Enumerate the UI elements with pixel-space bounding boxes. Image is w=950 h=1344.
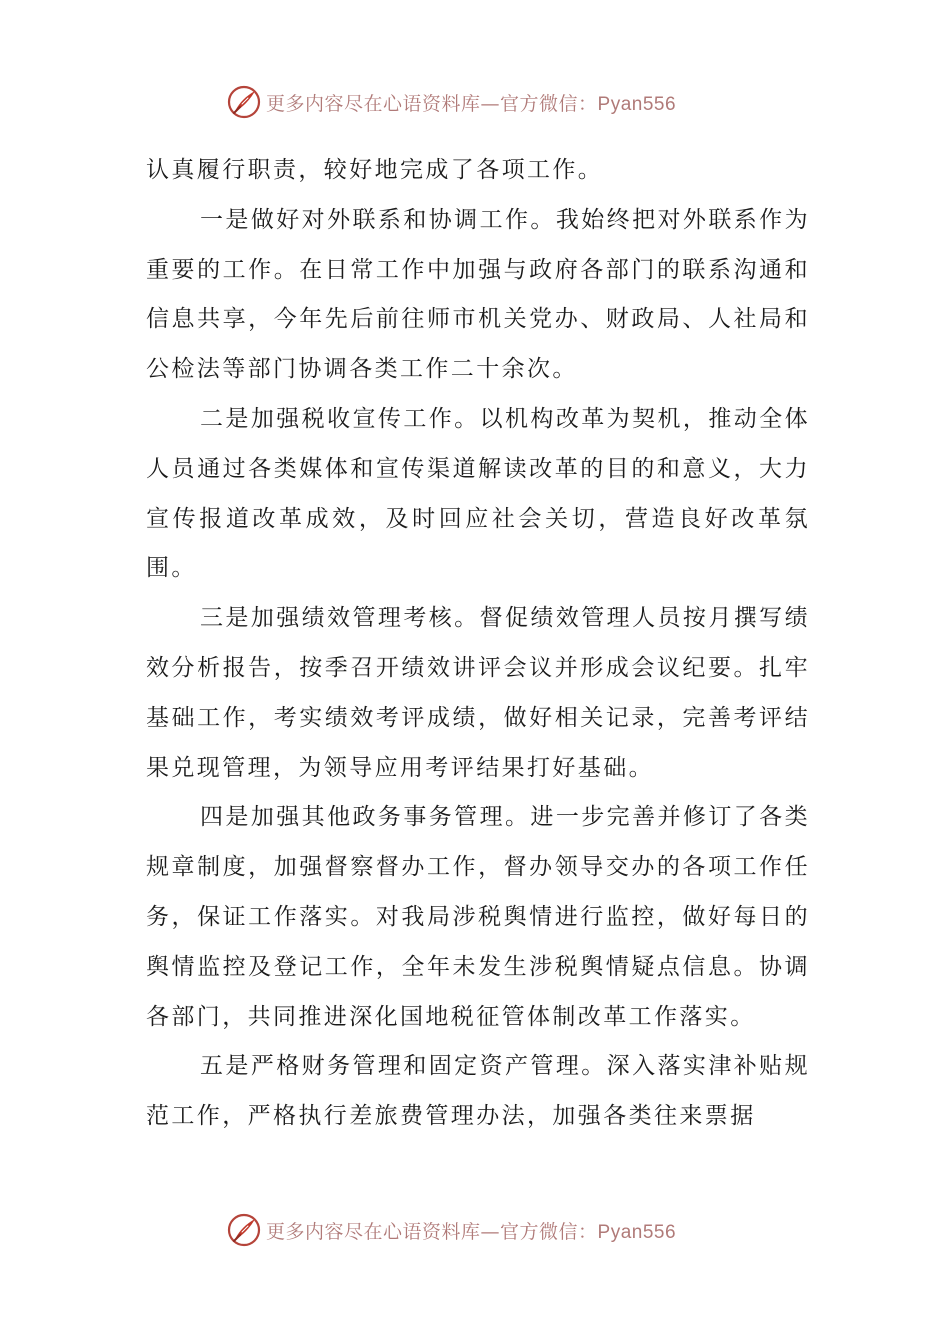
paragraph-2: 二是加强税收宣传工作。以机构改革为契机，推动全体人员通过各类媒体和宣传渠道解读改革的目的和意义，大力宣传报道改革成效，及时回应社会关切，营造良好改革氛围。 xyxy=(146,405,810,582)
banner-text: 更多内容尽在心语资料库—官方微信：Pyan556 xyxy=(266,1220,677,1243)
paragraph-4: 四是加强其他政务事务管理。进一步完善并修订了各类规章制度，加强督察督办工作，督办领导交办的各项工作任务，保证工作落实。对我局涉税舆情进行监控，做好每日的舆情监控及登记工作，全年未发生涉税舆情疑点信息。协调各部门，共同推进深化国地税征管体制改革工作落实。 xyxy=(146,804,810,1030)
feather-pen-logo-icon xyxy=(226,84,262,120)
paragraph-5: 五是严格财务管理和固定资产管理。深入落实津补贴规范工作，严格执行差旅费管理办法，加强各类往来票据 xyxy=(146,1053,810,1130)
wechat-id: Pyan556 xyxy=(597,1221,677,1243)
paragraph-3: 三是加强绩效管理考核。督促绩效管理人员按月撰写绩效分析报告，按季召开绩效讲评会议并形成会议纪要。扎牢基础工作，考实绩效考评成绩，做好相关记录，完善考评结果兑现管理，为领导应用考评结果打好基础。 xyxy=(146,605,810,781)
footer-watermark-banner xyxy=(226,1210,726,1250)
paragraph-continued: 认真履行职责，较好地完成了各项工作。 xyxy=(146,157,604,183)
banner-text: 更多内容尽在心语资料库—官方微信：Pyan556 xyxy=(266,92,677,115)
wechat-id: Pyan556 xyxy=(597,93,677,115)
header-watermark-banner xyxy=(226,82,726,122)
document-body xyxy=(146,146,810,1142)
paragraph-1: 一是做好对外联系和协调工作。我始终把对外联系作为重要的工作。在日常工作中加强与政府各部门的联系沟通和信息共享，今年先后前往师市机关党办、财政局、人社局和公检法等部门协调各类工作二十余次。 xyxy=(146,206,810,383)
feather-pen-logo-icon xyxy=(226,1212,262,1248)
